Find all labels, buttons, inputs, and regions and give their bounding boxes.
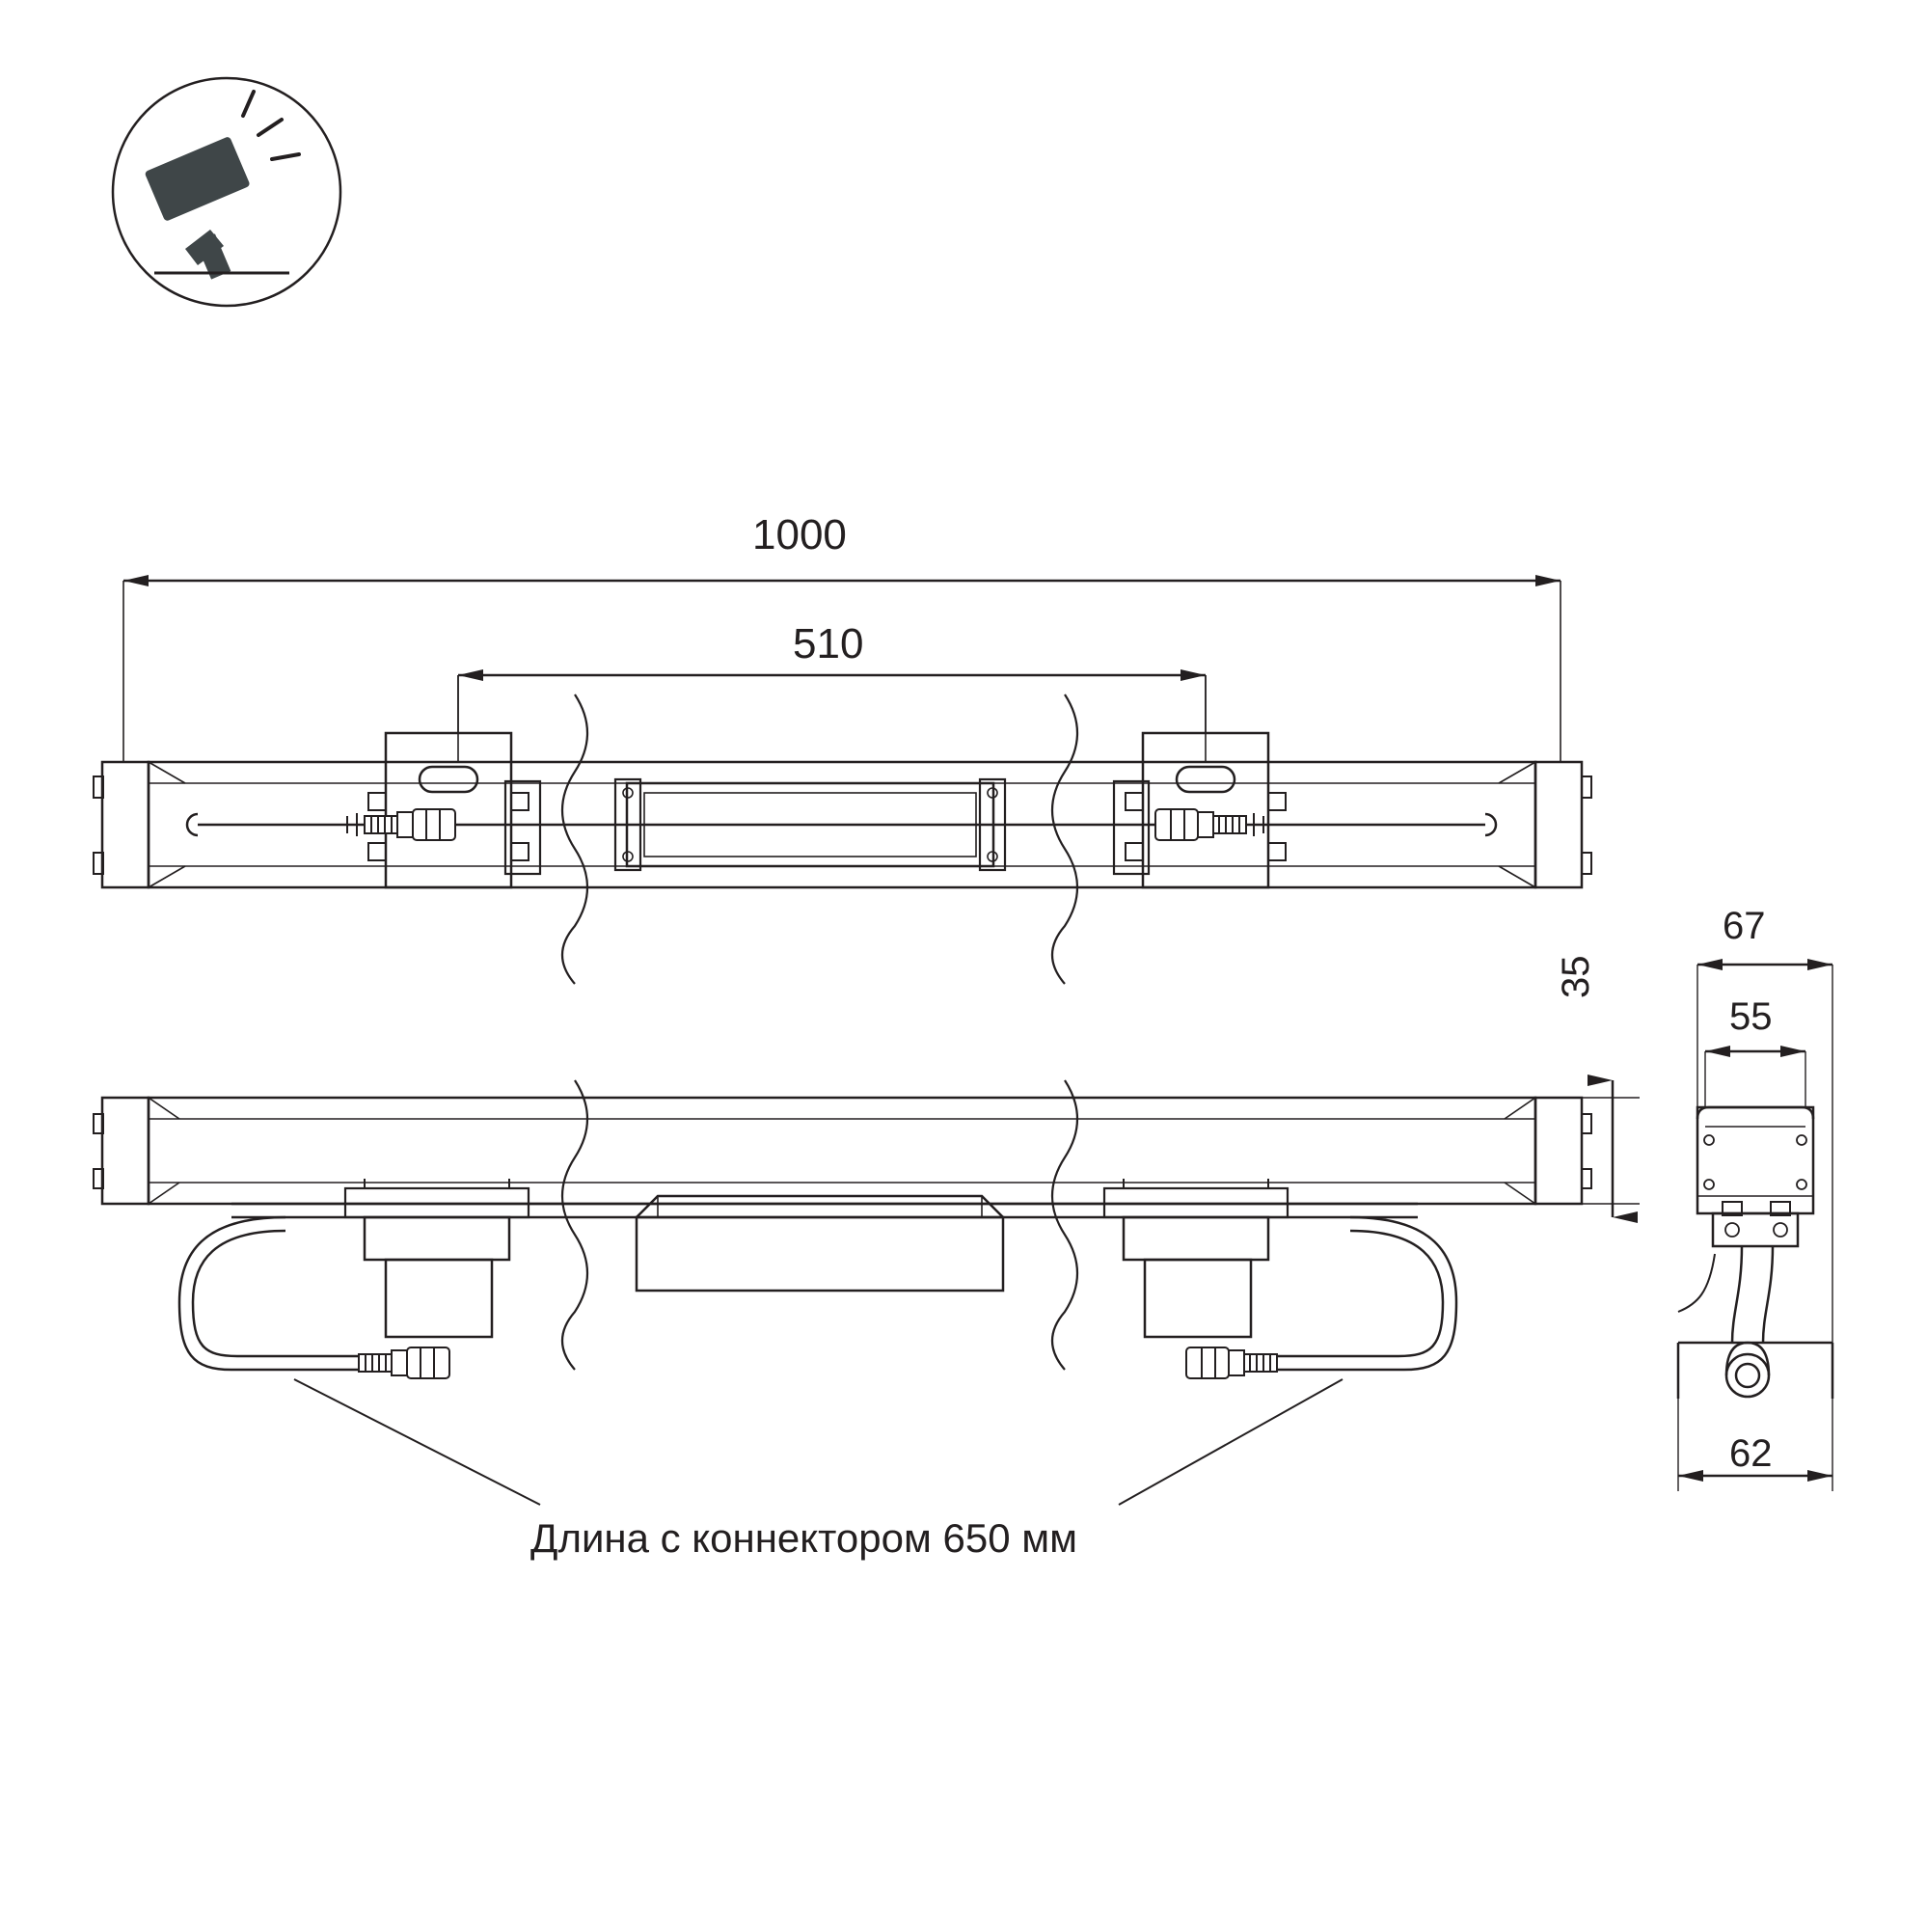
dimension-label-overall-length: 1000 (752, 511, 847, 558)
side-section-view (1539, 965, 1832, 1491)
floodlight-on-spike-icon (113, 78, 340, 306)
dimension-label-height-offset: 35 (1555, 955, 1597, 998)
dimension-label-mount-spacing: 510 (793, 620, 864, 667)
top-view (94, 1080, 1591, 1505)
dimension-1000 (123, 581, 1561, 762)
dimension-label-body-width: 55 (1729, 995, 1773, 1038)
dimension-510 (458, 675, 1206, 762)
connector-length-caption: Длина с коннектором 650 мм (530, 1515, 1077, 1561)
dimension-label-bracket-width: 62 (1729, 1432, 1773, 1475)
front-view (94, 675, 1591, 984)
dimension-label-depth-total: 67 (1723, 905, 1766, 947)
